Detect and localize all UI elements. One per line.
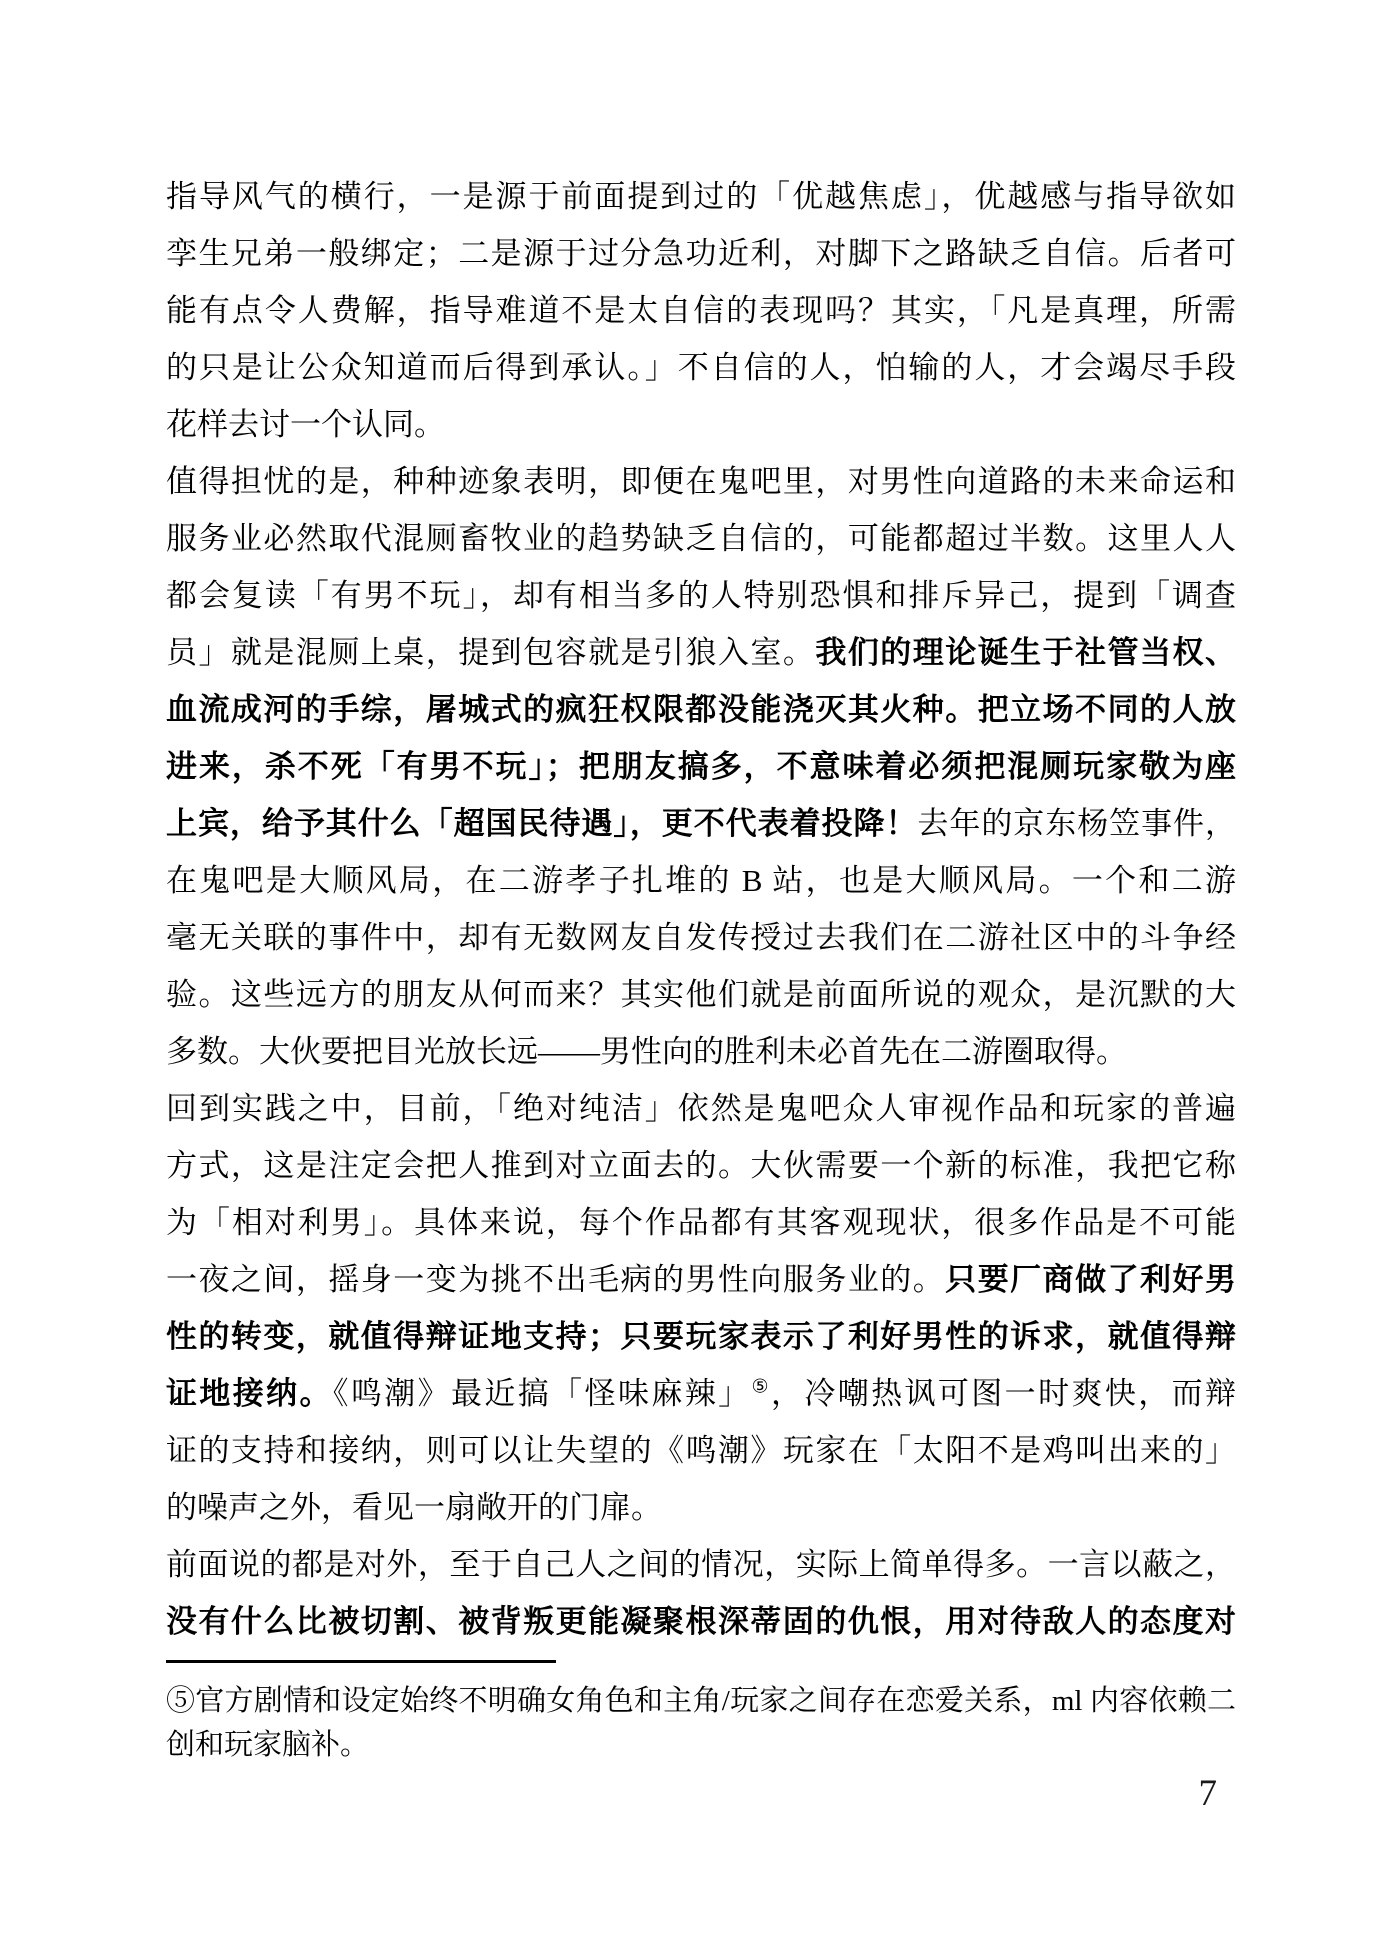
text-segment: 上宾，给予其什么「超国民待遇」，更不代表着投降！ (166, 806, 918, 841)
text-line (166, 396, 1236, 453)
text-line (166, 1194, 1236, 1251)
text-line (166, 168, 1236, 225)
text-line (166, 1023, 1236, 1080)
text-segment: 多数。大伙要把目光放长远——男性向的胜利未必首先在二游圈取得。 (166, 1034, 1127, 1069)
text-line (166, 624, 1236, 681)
text-segment: 毫无关联的事件中，却有无数网友自发传授过去我们在二游社区中的斗争经 (166, 920, 1236, 955)
text-segment: 孪生兄弟一般绑定；二是源于过分急功近利，对脚下之路缺乏自信。后者可 (166, 236, 1236, 271)
text-line (166, 1251, 1236, 1308)
text-segment: 创和玩家脑补。 (166, 1729, 370, 1761)
text-line (166, 453, 1236, 510)
text-line (166, 1723, 1236, 1767)
text-line (166, 1536, 1236, 1593)
text-segment: 在鬼吧是大顺风局，在二游孝子扎堆的 B 站，也是大顺风局。一个和二游 (166, 863, 1236, 898)
text-line (166, 681, 1236, 738)
text-segment: 回到实践之中，目前，「绝对纯洁」依然是鬼吧众人审视作品和玩家的普遍 (166, 1091, 1236, 1126)
text-line (166, 795, 1236, 852)
text-line (166, 225, 1236, 282)
text-segment: ，冷嘲热讽可图一时爽快，而辩 (770, 1376, 1236, 1411)
text-line (166, 966, 1236, 1023)
text-line (166, 1365, 1236, 1422)
text-line (166, 1308, 1236, 1365)
footnote-divider (166, 1660, 556, 1663)
text-segment: 证地接纳。 (166, 1376, 333, 1411)
text-line (166, 1422, 1236, 1479)
text-line (166, 282, 1236, 339)
text-line (166, 339, 1236, 396)
text-line (166, 567, 1236, 624)
text-segment: 服务业必然取代混厕畜牧业的趋势缺乏自信的，可能都超过半数。这里人人 (166, 521, 1236, 556)
text-segment: 方式，这是注定会把人推到对立面去的。大伙需要一个新的标准，我把它称 (166, 1148, 1236, 1183)
text-line (166, 510, 1236, 567)
text-line (166, 909, 1236, 966)
text-segment: 能有点令人费解，指导难道不是太自信的表现吗？其实，「凡是真理，所需 (166, 293, 1236, 328)
paragraph (166, 1536, 1236, 1650)
footnote-lines (166, 1679, 1236, 1767)
text-line (166, 1593, 1236, 1650)
text-segment: ⑤官方剧情和设定始终不明确女角色和主角/玩家之间存在恋爱关系，ml 内容依赖二 (166, 1685, 1236, 1717)
text-segment: 员」就是混厕上桌，提到包容就是引狼入室。 (166, 635, 816, 670)
text-segment: 值得担忧的是，种种迹象表明，即便在鬼吧里，对男性向道路的未来命运和 (166, 464, 1236, 499)
text-line (166, 1137, 1236, 1194)
text-segment: 性的转变，就值得辩证地支持；只要玩家表示了利好男性的诉求，就值得辩 (166, 1319, 1236, 1354)
text-segment: 验。这些远方的朋友从何而来？其实他们就是前面所说的观众，是沉默的大 (166, 977, 1236, 1012)
text-segment: 指导风气的横行，一是源于前面提到过的「优越焦虑」，优越感与指导欲如 (166, 179, 1236, 214)
text-segment: 血流成河的手综，屠城式的疯狂权限都没能浇灭其火种。把立场不同的人放 (166, 692, 1236, 727)
text-segment: 没有什么比被切割、被背叛更能凝聚根深蒂固的仇恨，用对待敌人的态度对 (166, 1604, 1236, 1639)
footnote (166, 1660, 1236, 1767)
text-segment: 一夜之间，摇身一变为挑不出毛病的男性向服务业的。 (166, 1262, 946, 1297)
body-text (166, 168, 1236, 1650)
text-segment: 的噪声之外，看见一扇敞开的门扉。 (166, 1490, 662, 1525)
text-segment: 我们的理论诞生于社管当权、 (815, 635, 1236, 670)
text-segment: 花样去讨一个认同。 (166, 407, 445, 442)
text-segment: 证的支持和接纳，则可以让失望的《鸣潮》玩家在「太阳不是鸡叫出来的」 (166, 1433, 1236, 1468)
paragraph (166, 168, 1236, 453)
text-segment: 都会复读「有男不玩」，却有相当多的人特别恐惧和排斥异己，提到「调查 (166, 578, 1236, 613)
text-segment: 只要厂商做了利好男 (945, 1262, 1236, 1297)
text-line (166, 1679, 1236, 1723)
paragraph (166, 1080, 1236, 1536)
text-line (166, 1479, 1236, 1536)
text-segment: 去年的京东杨笠事件， (917, 806, 1236, 841)
text-line (166, 852, 1236, 909)
text-segment: 《鸣潮》最近搞「怪味麻辣」 (332, 1376, 752, 1411)
footnote-ref: ⑤ (751, 1376, 771, 1398)
text-segment: 为「相对利男」。具体来说，每个作品都有其客观现状，很多作品是不可能 (166, 1205, 1236, 1240)
paragraph (166, 453, 1236, 1080)
page-number: 7 (1198, 1773, 1217, 1814)
text-segment: 的只是让公众知道而后得到承认。」不自信的人，怕输的人，才会竭尽手段 (166, 350, 1236, 385)
text-segment: 前面说的都是对外，至于自己人之间的情况，实际上简单得多。一言以蔽之， (166, 1547, 1236, 1582)
text-segment: 进来，杀不死「有男不玩」；把朋友搞多，不意味着必须把混厕玩家敬为座 (166, 749, 1236, 784)
text-line (166, 738, 1236, 795)
text-line (166, 1080, 1236, 1137)
